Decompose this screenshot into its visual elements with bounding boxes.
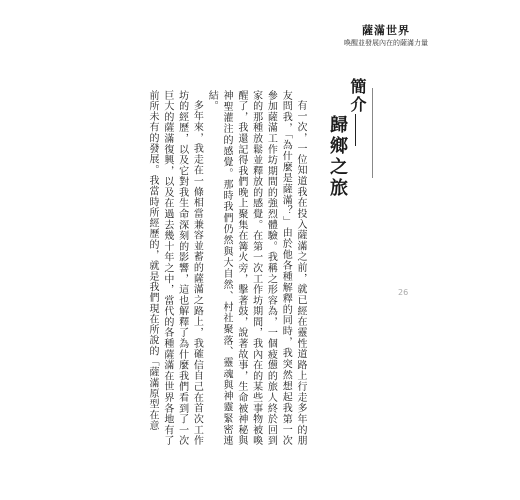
chapter-dash [355, 114, 356, 146]
chapter-label: 簡介 [348, 78, 367, 114]
paragraph: 有一次，一位知道我在投入薩滿之前，就已經在靈性道路上行走多年的朋友問我，「為什麼是薩滿？」由於他各種解釋的同時，我突然想起我第一次參加薩滿工作坊期間的強烈體驗。我稱之形容為，一個疲憊的旅人終於回到家的那種放鬆並釋放的感覺。在第一次工作坊期間，我內在的某些事物被喚醒了，我還記得我們晚上聚集在篝火旁，擊著鼓，說著故事，生命被神秘與神聖灌注的感覺。那時我們仍然與大自然、村社聚落、靈魂與神靈緊密連結。 [206, 90, 306, 446]
chapter-title: 歸鄉之旅 [327, 115, 348, 199]
body-text [139, 90, 307, 446]
paragraph: 多年來，我走在一條相當兼容並蓄的薩滿之路上，我確信自己在首次工作坊的經歷，以及它對我生命深刻的影響，這也解釋了為什麼我們看到了一次巨大的薩滿復興，以及在過去幾十年之中，當代的各種薩滿在世界各地有了前所未有的發展。我當時所經歷的，就是我們現在所說的「薩滿原型在意 [147, 90, 203, 446]
page-number: 26 [398, 288, 409, 297]
running-header [344, 24, 428, 48]
book-title: 薩滿世界 [362, 24, 410, 37]
margin-rule [372, 88, 373, 178]
book-subtitle: 喚醒並發展內在的薩滿力量 [344, 39, 428, 47]
